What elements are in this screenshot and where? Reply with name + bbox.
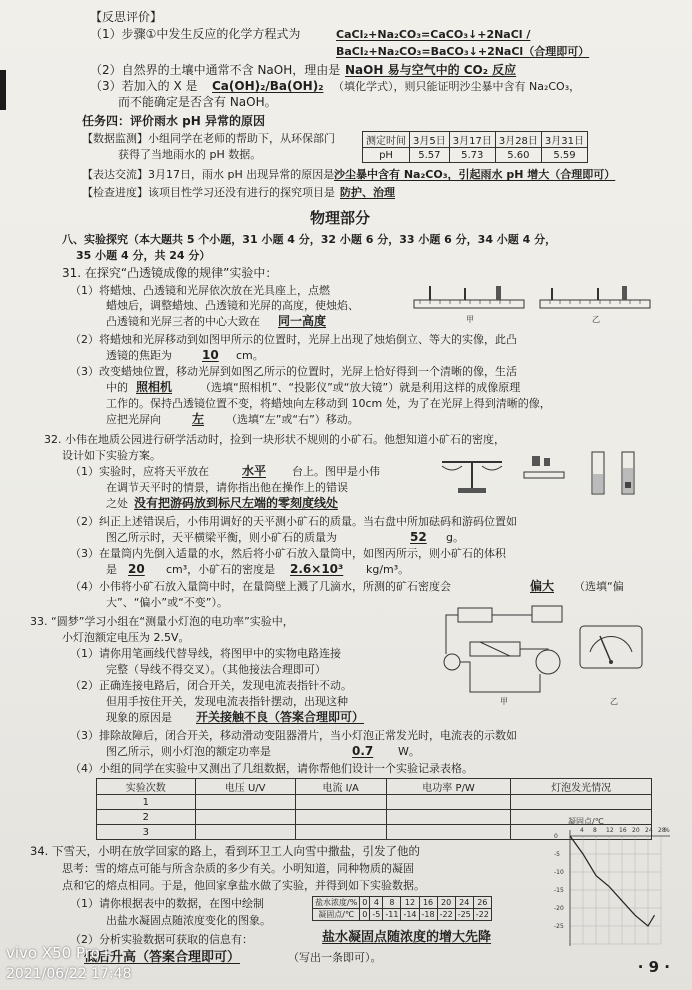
q32-s1-answer1: 水平 — [242, 464, 267, 478]
ph-table-header-row — [363, 132, 588, 148]
ph-table — [362, 131, 588, 163]
q33-s1-line1: （1）请你用笔画线代替导线，将图甲中的实物电路连接 — [70, 647, 341, 660]
q34-s2-answer1: 盐水凝固点随浓度的增大先降 — [322, 930, 492, 945]
q31-s2-line2: 透镜的焦距为 — [106, 349, 172, 362]
salt-table-cell: -18 — [419, 909, 437, 921]
freezing-point-graph — [552, 814, 674, 948]
q3-line2: 而不能确定是否含有 NaOH。 — [118, 95, 277, 109]
q33-s2-answer: 开关接触不良（答案合理即可） — [196, 710, 365, 724]
q34-stem-1: 34. 下雪天，小明在放学回家的路上，看到环卫工人向雪中撒盐，引发了他的 — [30, 844, 420, 858]
record-header-cell: 电流 I/A — [295, 779, 386, 795]
q32-s3-line2b: cm³，小矿石的密度是 — [166, 563, 276, 576]
record-table-header — [97, 779, 652, 795]
q2-prefix: （2）自然界的土壤中通常不含 NaOH，理由是 — [90, 63, 341, 77]
graph-xtick: 28 — [658, 827, 666, 834]
ph-table-cell: 5.60 — [495, 148, 541, 163]
q32-s1-line2: 在调节天平时的情景，请你指出他在操作上的错误 — [106, 481, 348, 494]
lens-bench-a — [414, 286, 524, 308]
graph-xtick: 4 — [580, 827, 584, 834]
ph-table-cell: 5.73 — [449, 148, 495, 163]
ph-table-cell: 3月17日 — [449, 132, 495, 148]
q31-s3-line1: （3）改变蜡烛位置，移动光屏到如图乙所示的位置时，光屏上恰好得到一个清晰的像，生活 — [70, 365, 517, 378]
salt-table-cell: 0 — [360, 897, 370, 909]
ph-table-cell: 测定时间 — [363, 132, 410, 148]
salt-table-cell: 凝固点/℃ — [313, 909, 360, 921]
reflection-header: 【反思评价】 — [90, 10, 163, 24]
q32-s2-line2: 图乙所示时，天平横梁平衡，则小矿石的质量为 — [106, 531, 337, 544]
q33-s4-line1: （4）小组的同学在实验中又测出了几组数据，请你帮他们设计一个实验记录表格。 — [70, 762, 473, 775]
salt-table-cell: -14 — [401, 909, 419, 921]
q32-s4-line1b: （选填“偏 — [574, 580, 624, 593]
salt-table-cell: 16 — [419, 897, 437, 909]
q33-s2-line3a: 现象的原因是 — [106, 711, 172, 724]
q32-s2-line1: （2）纠正上述错误后，小伟用调好的天平测小矿石的质量。当右盘中所加砝码和游码位置如 — [70, 515, 517, 528]
salt-table-cell: 24 — [455, 897, 473, 909]
record-header-cell: 实验次数 — [97, 779, 196, 795]
ph-table-cell: 3月28日 — [495, 132, 541, 148]
part-header-2: 35 小题 4 分，共 24 分） — [76, 249, 211, 262]
q33-stem-2: 小灯泡额定电压为 2.5V。 — [62, 631, 190, 644]
q34-s2-line2b: （写出一条即可）。 — [288, 951, 382, 964]
q32-s2-answer: 52 — [410, 530, 427, 544]
balance-and-cylinder-figures — [432, 448, 648, 500]
salt-table-cell: 8 — [383, 897, 401, 909]
task-title: 任务四：评价雨水 pH 异常的原因 — [82, 114, 265, 128]
q32-s3-line1: （3）在量筒内先倒入适量的水，然后将小矿石放入量筒中，如图丙所示，则小矿石的体积 — [70, 547, 506, 560]
lens-fig-a-label: 甲 — [466, 315, 474, 324]
graph-ytick: -10 — [554, 869, 564, 876]
salt-table-row — [313, 897, 492, 909]
q3-prefix: （3）若加入的 X 是 — [90, 79, 198, 93]
q32-s3-line2a: 是 — [106, 563, 117, 576]
q32-s1-line1a: （1）实验时，应将天平放在 — [70, 465, 209, 478]
q31-s2-answer: 10 — [202, 348, 219, 362]
page-edge-shadow — [0, 70, 6, 110]
q34-s2-answer2: 低后升高（答案合理即可） — [84, 950, 241, 965]
part-header-1: 八、实验探究（本大题共 5 个小题，31 小题 4 分，32 小题 6 分，33 小题 6 分，34 小题 4 分， — [62, 233, 557, 246]
q32-s4-line2: 大”、“偏小”或“不变”）。 — [106, 596, 228, 609]
balance-figure — [442, 462, 502, 493]
graph-x-ticks — [580, 827, 666, 834]
salt-table-cell: -11 — [383, 909, 401, 921]
ammeter-figure — [580, 626, 642, 668]
q1-answer-2: BaCl₂+Na₂CO₃=BaCO₃↓+2NaCl（合理即可） — [336, 45, 590, 58]
q33-s1-line2: 完整（导线不得交叉）。（其他接法合理即可） — [106, 663, 326, 676]
express-prefix: 【表达交流】3月17日，雨水 pH 出现异常的原因是 — [82, 168, 335, 181]
check-answer: 防护、治理 — [340, 186, 395, 199]
q1-prefix: （1）步骤①中发生反应的化学方程式为 — [90, 27, 301, 41]
ph-table-cell: 5.57 — [410, 148, 450, 163]
salt-table-cell: 12 — [401, 897, 419, 909]
cylinder-figure — [592, 452, 634, 494]
q31-s2-unit: cm。 — [236, 349, 264, 362]
graph-y-ticks — [554, 833, 564, 930]
timestamp-watermark: 2021/06/22 17:48 — [6, 966, 132, 982]
q31-s3-answer2: 左 — [192, 412, 205, 426]
salt-table-cell: 26 — [473, 897, 491, 909]
graph-xlabel: % — [664, 827, 670, 834]
ph-table-cell: 3月5日 — [410, 132, 450, 148]
q32-stem-1: 32. 小伟在地质公园进行研学活动时，捡到一块形状不规则的小矿石。他想知道小矿石的密度， — [44, 433, 505, 446]
salt-table-cell: 4 — [370, 897, 383, 909]
record-table-row — [97, 795, 652, 810]
q32-s1-answer2: 没有把游码放到标尺左端的零刻度线处 — [134, 496, 339, 510]
q32-s3-answer1: 20 — [128, 562, 145, 576]
q34-stem-3: 点和它的熔点相同。于是，他回家拿盐水做了实验，并得到如下实验数据。 — [62, 879, 425, 892]
record-cell: 1 — [97, 795, 196, 810]
graph-xtick: 16 — [619, 827, 627, 834]
circuit-diagram — [444, 606, 562, 692]
q32-s4-line1a: （4）小伟将小矿石放入量筒中时，在量筒壁上溅了几滴水，所测的矿石密度会 — [70, 580, 451, 593]
ph-table-cell: 5.59 — [541, 148, 587, 163]
q34-stem-2: 思考：雪的熔点可能与所含杂质的多少有关。小明知道，同种物质的凝固 — [62, 862, 414, 875]
lens-bench-b — [540, 286, 650, 308]
monitor-text: 【数据监测】小组同学在老师的帮助下，从环保部门 — [82, 132, 335, 145]
device-watermark: vivo X50 Pro+ — [6, 944, 113, 962]
q32-s1-line1b: 台上。图甲是小伟 — [292, 465, 380, 478]
q32-s3-answer2: 2.6×10³ — [290, 562, 344, 576]
physics-section-title: 物理部分 — [310, 209, 371, 227]
record-header-cell: 电功率 P/W — [386, 779, 511, 795]
graph-grid — [570, 836, 661, 944]
q33-s2-line1: （2）正确连接电路后，闭合开关，发现电流表指针不动。 — [70, 679, 352, 692]
salt-table-cell: 盐水浓度/% — [313, 897, 360, 909]
page-number: · 9 · — [637, 958, 670, 976]
lens-bench-figures — [410, 282, 660, 326]
q33-stem-1: 33. “圆梦”学习小组在“测量小灯泡的电功率”实验中， — [30, 615, 294, 628]
q34-s2-line1a: （2）分析实验数据可获取的信息有： — [70, 933, 253, 946]
q31-s3-line3: 工作的。保持凸透镜位置不变，将蜡烛向左移动到 10cm 处，为了在光屏上得到清晰的像， — [106, 397, 551, 410]
salt-table-cell: 20 — [437, 897, 455, 909]
graph-ytick: -25 — [554, 923, 564, 930]
q31-s3-line4b: （选填“左”或“右”）移动。 — [226, 413, 359, 426]
q33-s3-line1: （3）排除故障后，闭合开关，移动滑动变阻器滑片，当小灯泡正常发光时，电流表的示数如 — [70, 729, 517, 742]
q31-s3-line2b: （选填“照相机”、“投影仪”或“放大镜”）就是利用这样的成像原理 — [200, 381, 521, 394]
lens-fig-b-label: 乙 — [592, 315, 600, 324]
q33-s2-line2: 但用手按住开关，发现电流表指针摆动，出现这种 — [106, 695, 348, 708]
graph-ytick: -15 — [554, 887, 564, 894]
q32-s2-unit: g。 — [446, 531, 464, 544]
q33-s3-line2a: 图乙所示，则小灯泡的额定功率是 — [106, 745, 271, 758]
record-header-cell: 电压 U/V — [195, 779, 295, 795]
q31-s2-line1: （2）将蜡烛和光屏移动到如图甲所示的位置时，光屏上出现了烛焰倒立、等大的实像，此凸 — [70, 333, 517, 346]
ph-table-data-row — [363, 148, 588, 163]
q31-s1-line1: （1）将蜡烛、凸透镜和光屏依次放在光具座上，点燃 — [70, 284, 330, 297]
salt-table-row — [313, 909, 492, 921]
record-cell: 2 — [97, 810, 196, 825]
salt-table-cell: -22 — [473, 909, 491, 921]
graph-ylabel: 凝固点/℃ — [568, 817, 604, 826]
salt-data-table — [312, 896, 492, 921]
q34-s1-line2: 出盐水凝固点随浓度变化的图象。 — [106, 914, 271, 927]
graph-ytick: -5 — [554, 851, 560, 858]
check-prefix: 【检查进度】该项目性学习还没有进行的探究项目是 — [82, 186, 335, 199]
ph-table-cell: 3月31日 — [541, 132, 587, 148]
q34-s1-line1: （1）请你根据表中的数据，在图中绘制 — [70, 897, 264, 910]
q32-s1-line3a: 之处 — [106, 497, 128, 510]
q3-answer: Ca(OH)₂/Ba(OH)₂ — [212, 79, 324, 93]
graph-xtick: 24 — [645, 827, 653, 834]
express-answer: 沙尘暴中含有 Na₂CO₃，引起雨水 pH 增大（合理即可） — [334, 168, 616, 181]
q31-s3-line2a: 中的 — [106, 381, 128, 394]
q32-stem-2: 设计如下实验方案。 — [62, 449, 161, 462]
q33-s3-answer: 0.7 — [352, 744, 374, 758]
q32-s4-answer: 偏大 — [530, 579, 555, 593]
q31-s1-answer: 同一高度 — [278, 314, 327, 328]
salt-table-cell: -5 — [370, 909, 383, 921]
q1-answer-1: CaCl₂+Na₂CO₃=CaCO₃↓+2NaCl / — [336, 28, 531, 41]
graph-xtick: 20 — [632, 827, 640, 834]
salt-table-cell: -25 — [455, 909, 473, 921]
circuit-fig-b-label: 乙 — [610, 697, 618, 706]
salt-table-cell: 0 — [360, 909, 370, 921]
q31-s1-line3: 凸透镜和光屏三者的中心大致在 — [106, 315, 260, 328]
circuit-figures — [440, 602, 654, 706]
q31-s1-line2: 蜡烛后，调整蜡烛、凸透镜和光屏的高度，使烛焰、 — [106, 299, 359, 312]
salt-table-cell: -22 — [437, 909, 455, 921]
graph-xtick: 8 — [593, 827, 597, 834]
q33-s3-unit: W。 — [398, 745, 420, 758]
graph-xtick: 12 — [606, 827, 614, 834]
record-header-cell: 灯泡发光情况 — [511, 779, 652, 795]
q32-s3-line2c: kg/m³。 — [366, 563, 410, 576]
record-cell: 3 — [97, 825, 196, 840]
circuit-fig-a-label: 甲 — [500, 697, 508, 706]
weights-figure — [524, 456, 564, 478]
q31-stem: 31. 在探究“凸透镜成像的规律”实验中： — [62, 266, 278, 280]
q3-suffix: （填化学式），则只能证明沙尘暴中含有 Na₂CO₃， — [333, 80, 581, 93]
ph-table-cell: pH — [363, 148, 410, 163]
graph-ytick: -20 — [554, 905, 564, 912]
q31-s3-line4a: 应把光屏向 — [106, 413, 161, 426]
q2-answer: NaOH 易与空气中的 CO₂ 反应 — [345, 63, 517, 77]
monitor-text-2: 获得了当地雨水的 pH 数据。 — [118, 148, 262, 161]
q31-s3-answer1: 照相机 — [136, 380, 173, 394]
graph-ytick: 0 — [554, 833, 558, 840]
freezing-point-curve — [570, 836, 655, 926]
